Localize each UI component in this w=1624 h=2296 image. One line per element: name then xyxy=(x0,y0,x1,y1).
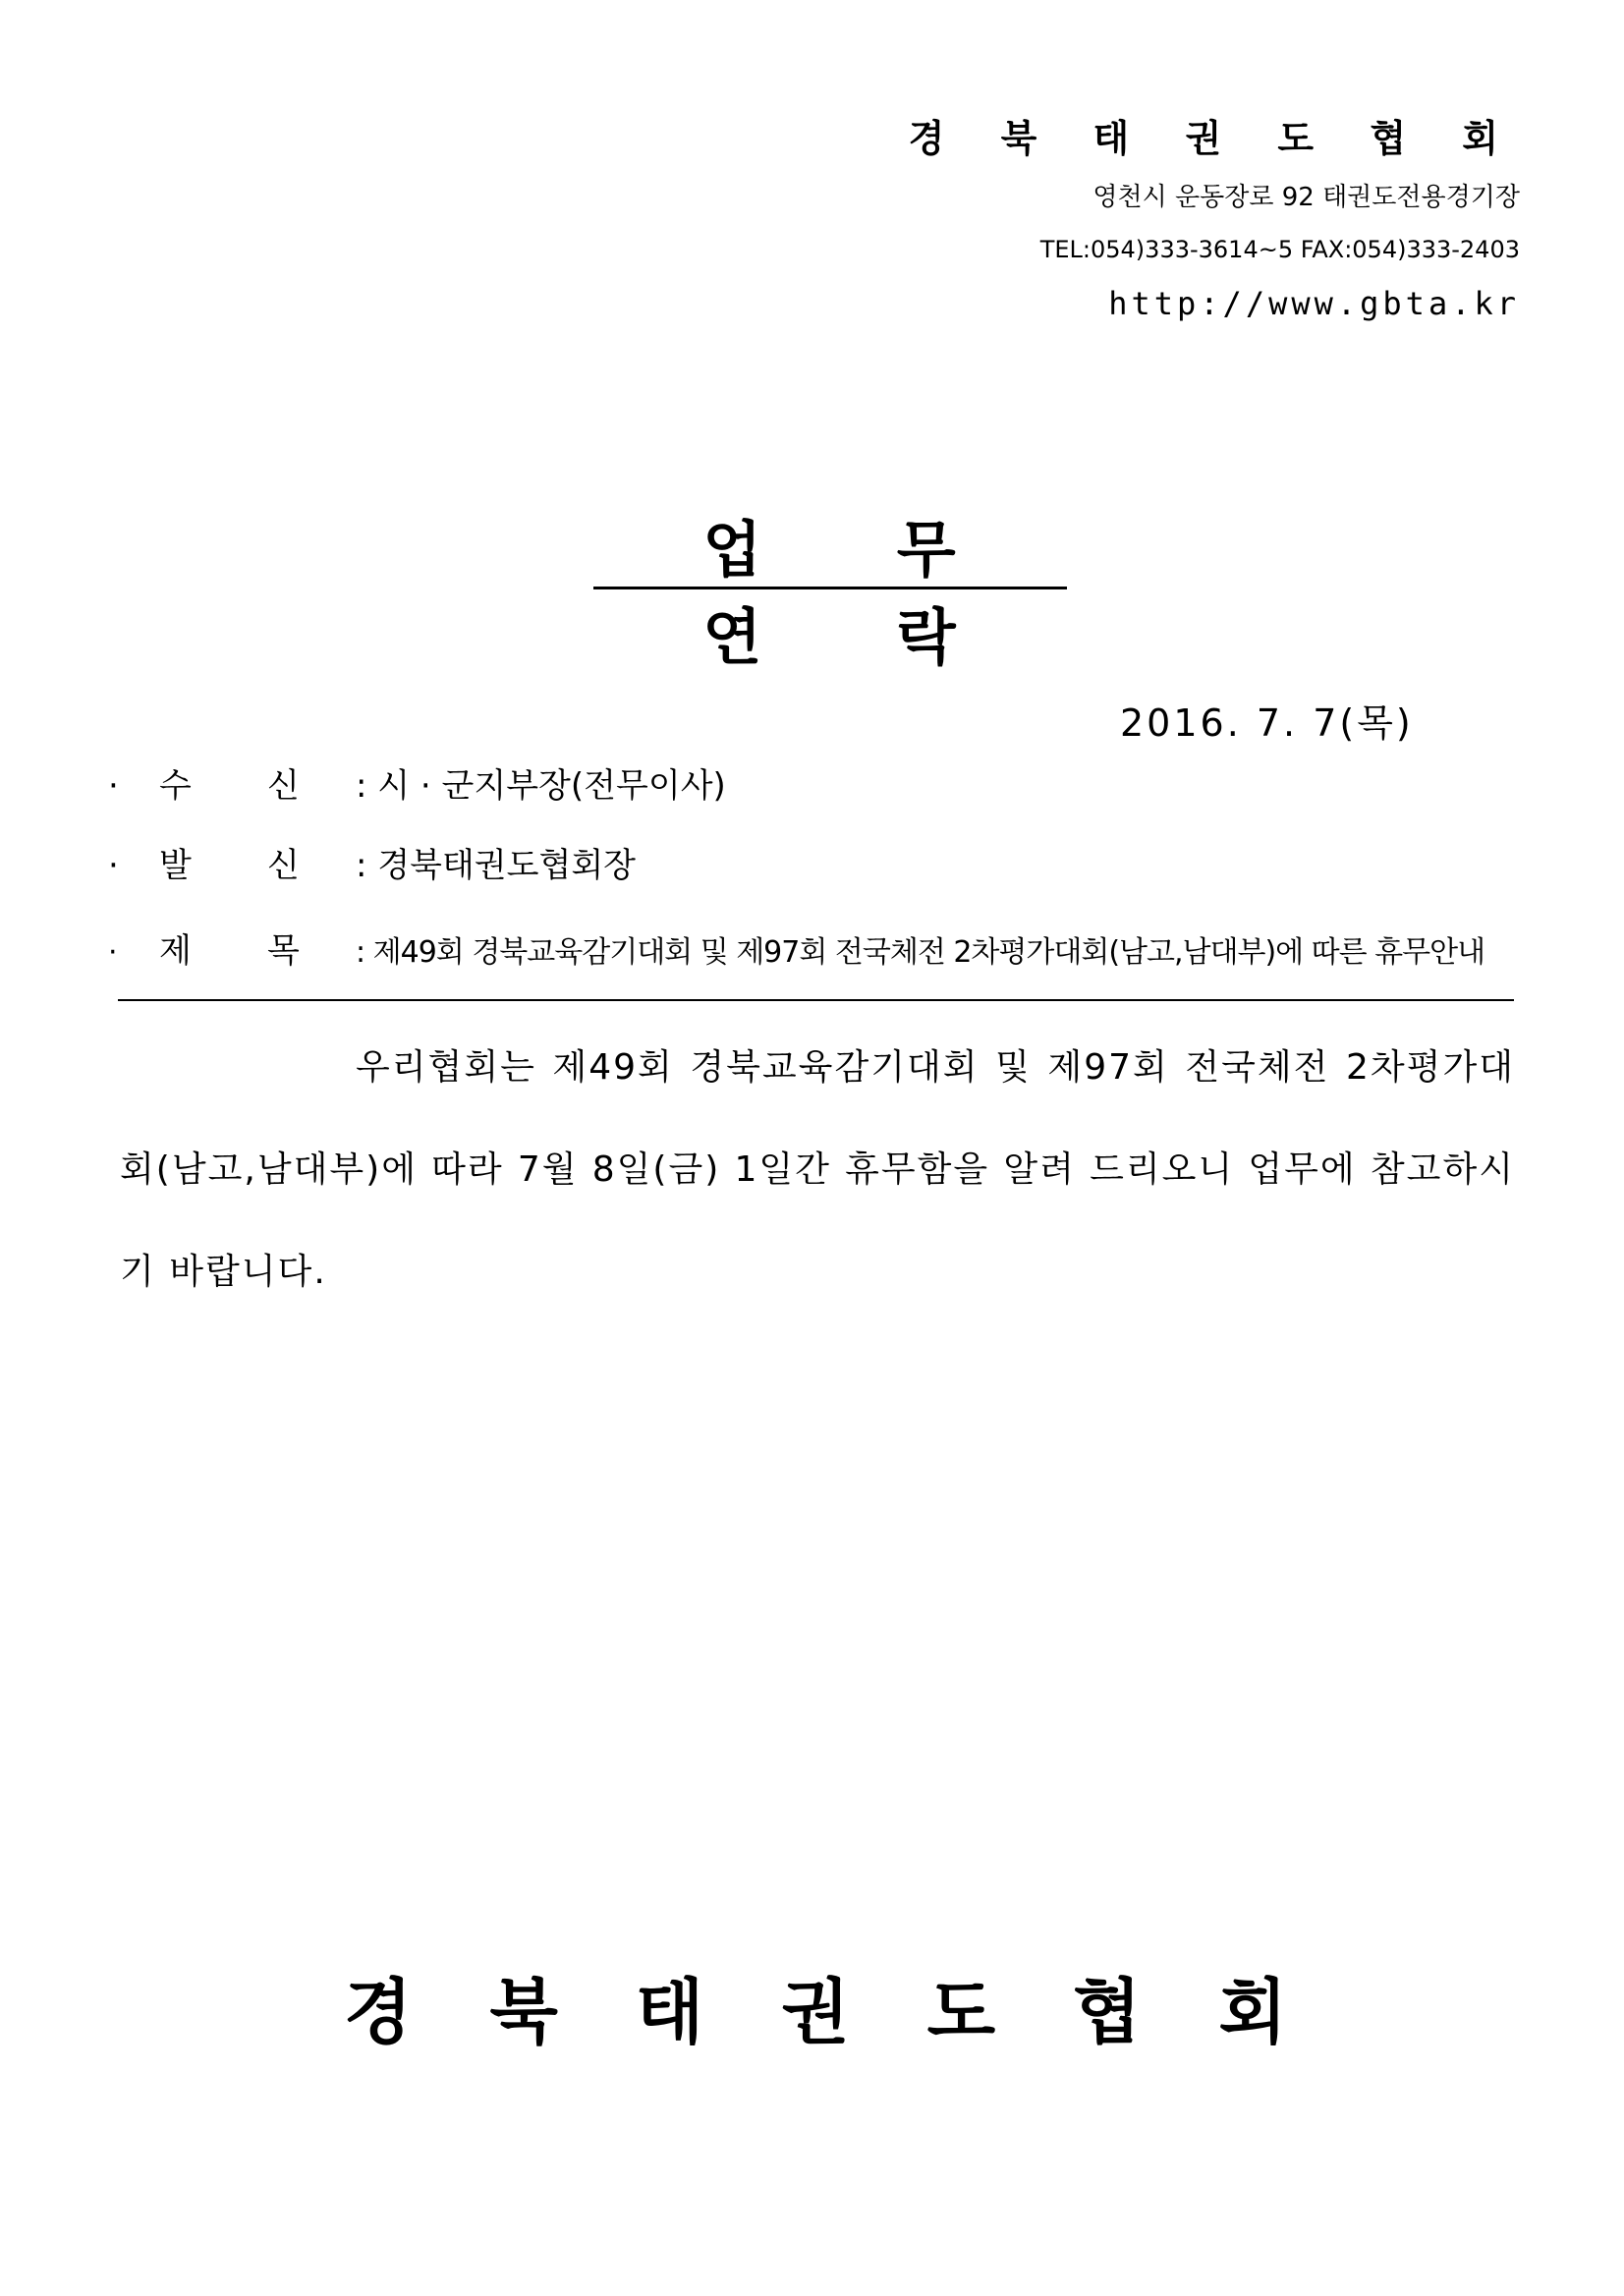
bullet: · xyxy=(108,766,119,806)
footer-org-name xyxy=(344,1955,1287,2057)
title-underline xyxy=(593,587,1067,589)
header-address: 영천시 운동장로 92 태권도전용경기장 xyxy=(1092,183,1520,212)
divider-line xyxy=(118,999,1514,1001)
body-text: 우리협회는 제49회 경북교육감기대회 및 제97회 전국체전 2차평가대회(남고,남대부)에 따라 7월 8일(금) 1일간 휴무함을 알려 드리오니 업무에 참고하시기 바랍니다. xyxy=(120,1047,1515,1292)
body-paragraph xyxy=(120,1017,1515,1323)
bullet: · xyxy=(108,846,119,885)
footer-char: 권 xyxy=(781,1971,850,2053)
field-label: 발 신 xyxy=(159,846,300,885)
footer-char: 태 xyxy=(635,1971,704,2053)
document-title: 업 무 연 락 xyxy=(702,514,1013,673)
field-recipient xyxy=(108,758,726,807)
bullet: · xyxy=(108,935,118,970)
footer-char: 북 xyxy=(489,1971,558,2053)
field-label: 제 목 xyxy=(159,931,300,971)
header-url[interactable]: http://www.gbta.kr xyxy=(1108,285,1520,322)
field-value: : 경북태권도협회장 xyxy=(356,846,637,885)
field-sender xyxy=(108,838,636,886)
header-org-name: 경 북 태 권 도 협 회 xyxy=(908,117,1520,160)
footer-char: 협 xyxy=(1073,1971,1142,2053)
field-subject xyxy=(108,924,1484,972)
header-tel-fax: TEL:054)333-3614~5 FAX:054)333-2403 xyxy=(1039,236,1520,263)
field-label: 수 신 xyxy=(159,766,300,806)
document-date: 2016. 7. 7(목) xyxy=(1120,701,1414,745)
footer-char: 회 xyxy=(1218,1971,1287,2053)
field-value: : 제49회 경북교육감기대회 및 제97회 전국체전 2차평가대회(남고,남대부)에 따른 휴무안내 xyxy=(356,935,1485,970)
footer-char: 도 xyxy=(926,1971,996,2053)
field-value: : 시 · 군지부장(전무이사) xyxy=(356,766,726,806)
footer-char: 경 xyxy=(344,1971,413,2053)
